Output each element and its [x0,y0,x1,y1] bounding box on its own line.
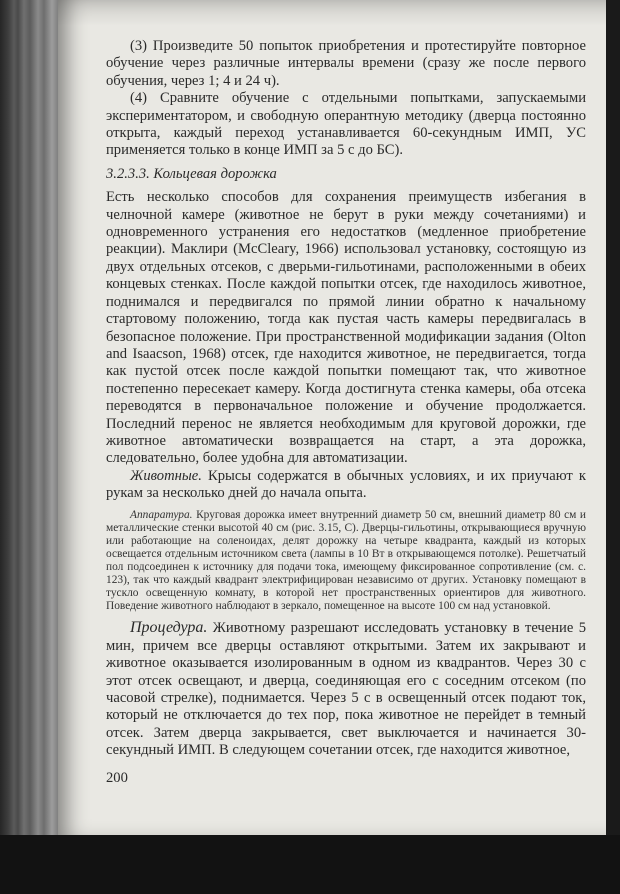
animals-label: Животные. [130,467,202,484]
animals-text: Крысы содержатся в обычных условиях, и их приучают к рукам за несколько дней до начала опыта. [106,467,586,502]
paragraph-animals [106,468,586,503]
procedure-label: Процедура. [130,619,208,637]
paragraph-procedure [106,619,586,759]
procedure-text: Животному разрешают исследовать установку в течение 5 мин, причем все дверцы оставляют открытыми. Затем их закрывают и животное оказывается изолированным в одном из квадрантов. Через 30 с этот отсек освещают, и дверца, соединяющая его с соседним отсеком (по часовой стрелке), поднимается. Через 5 с в освещенный отсек подают ток, который не отключается до тех пор, пока животное не перейдет в темный отсек. Затем дверца закрывается, свет выключается и начинается 30-секундный ИМП. В следующем сочетании отсек, где находится животное, [106,620,586,759]
apparatus-text: Круговая дорожка имеет внутренний диаметр 50 см, внешний диаметр 80 см и металлические стенки высотой 40 см (рис. 3.15, C). Дверцы-гильотины, открывающиеся вручную или работающие на соленоидах, делят дорожку на четыре квадранта, каждый из которых освещается отдельным источником света (лампы в 10 Вт в открывающемся потолке). Решетчатый пол подсоединен к источнику для подачи тока, имеющему фиксированное сопротивление (см. с. 123), так что каждый квадрант электрифицирован независимо от других. Установку помещают в тускло освещенную комнату, в которой нет пространственных ориентиров для животного. Поведение животного наблюдают в зеркало, помещенное на высоте 100 см над установкой. [106,508,586,613]
paragraph-ring-track: Есть несколько способов для сохранения преимуществ избегания в челночной камере (животное не берут в руки между сочетаниями) и одновременного устранения его недостатков (медленное приобретение реакции). Маклири (McCleary, 1966) использовал установку, состоящую из двух отдельных отсеков, с дверьми-гильотинами, расположенными в обеих концевых стенках. После каждой попытки отсек, где находилось животное, поднимался и передвигался по прямой линии обратно к начальному стартовому положению, тогда как пустая часть камеры передвигалась в безопасное положение. При пространственной модификации задания (Olton and Isaacson, 1968) отсек, где находится животное, не передвигается, тогда как пустой отсек после каждой попытки помещают так, что животное постепенно пересекает камеру. Когда достигнута стенка камеры, оба отсека переводятся в первоначальное положение и обучение продолжается. Последний перенос не является необходимым для круговой дорожки, где животное автоматически возвращается на старт, а эта дорожка, следовательно, более удобна для автоматизации. [106,189,586,467]
page-number: 200 [106,770,128,786]
paragraph-item-4: (4) Сравните обучение с отдельными попытками, запускаемыми экспериментатором, и свободную оперантную методику (дверца постоянно открыта, каждый переход устанавливается 60-секундным ИМП, УС применяется только в конце ИМП за 5 с до БС). [106,90,586,159]
scan-bottom-edge [0,835,620,894]
page-content [106,38,586,760]
paragraph-apparatus [106,509,586,614]
section-heading: 3.2.3.3. Кольцевая дорожка [106,165,277,182]
paragraph-item-3: (3) Произведите 50 попыток приобретения и протестируйте повторное обучение через различные интервалы времени (сразу же после первого обучения, через 1; 4 и 24 ч). [106,38,586,89]
book-page [58,0,606,835]
apparatus-label: Аппаратура. [130,508,193,521]
book-spine-edge [0,0,58,894]
